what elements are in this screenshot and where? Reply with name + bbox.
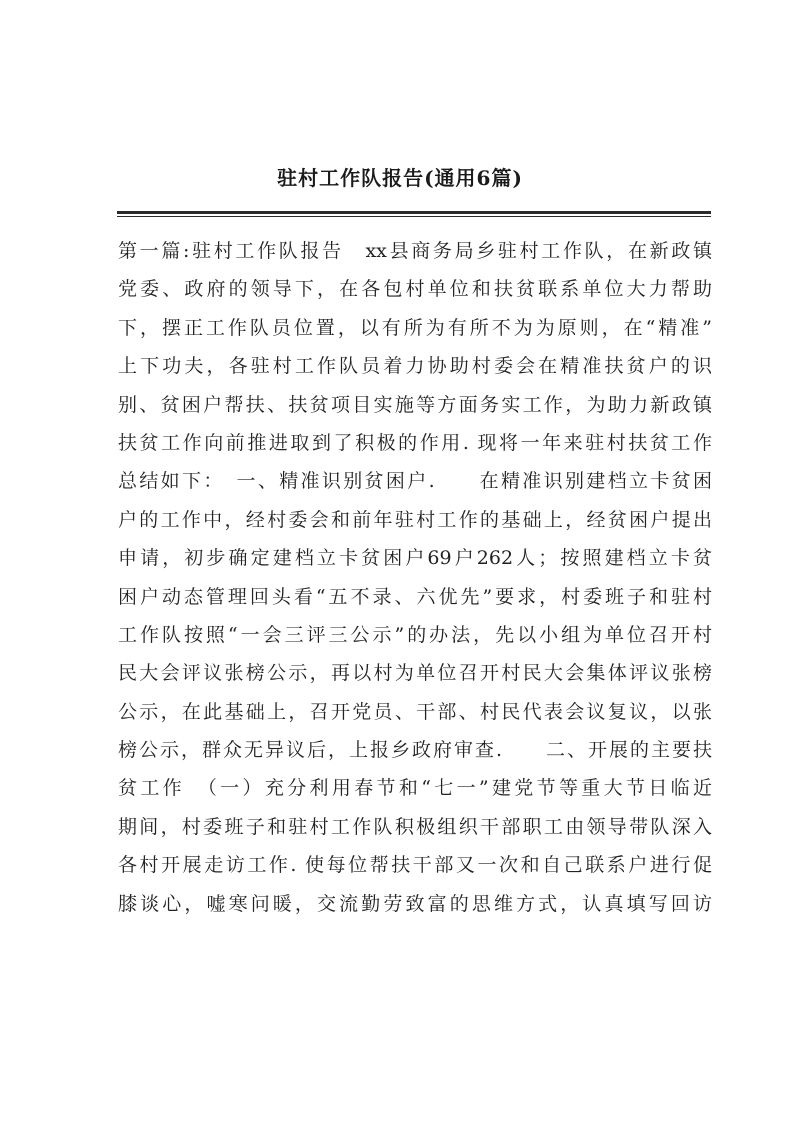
body-line: 膝谈心，嘘寒问暖，交流勤劳致富的思维方式，认真填写回访 [118, 892, 712, 915]
body-line: 各村开展走访工作. 使每位帮扶干部又一次和自己联系户进行促 [118, 854, 712, 877]
body-line: 扶贫工作向前推进取到了积极的作用. 现将一年来驻村扶贫工作 [118, 431, 712, 454]
title-divider-thick [117, 211, 711, 214]
body-line: 别、贫困户帮扶、扶贫项目实施等方面务实工作，为助力新政镇 [118, 393, 712, 416]
body-line: 党委、政府的领导下，在各包村单位和扶贫联系单位大力帮助 [118, 278, 712, 301]
body-line: 工作队按照“一会三评三公示”的办法，先以小组为单位召开村 [118, 623, 712, 646]
body-line: 户的工作中，经村委会和前年驻村工作的基础上，经贫困户提出 [118, 508, 712, 531]
document-title: 驻村工作队报告(通用6篇) [277, 166, 523, 190]
body-line: 民大会评议张榜公示，再以村为单位召开村民大会集体评议张榜 [118, 662, 712, 685]
body-line: 上下功夫，各驻村工作队员着力协助村委会在精准扶贫户的识 [118, 355, 712, 378]
body-line: 第一篇:驻村工作队报告 xx县商务局乡驻村工作队，在新政镇 [118, 240, 712, 262]
document-body [118, 232, 712, 923]
body-line: 下，摆正工作队员位置，以有所为有所不为为原则，在“精准” [118, 316, 712, 339]
title-divider-thin [117, 216, 711, 217]
body-line: 榜公示，群众无异议后，上报乡政府审查. 二、开展的主要扶 [118, 739, 712, 762]
body-line: 申请，初步确定建档立卡贫困户69户262人；按照建档立卡贫 [118, 547, 712, 570]
body-line: 困户动态管理回头看“五不录、六优先”要求，村委班子和驻村 [118, 585, 712, 608]
body-line: 期间，村委班子和驻村工作队积极组织干部职工由领导带队深入 [118, 815, 712, 838]
body-line: 贫工作 （一）充分利用春节和“七一”建党节等重大节日临近 [118, 777, 712, 800]
body-line: 公示，在此基础上，召开党员、干部、村民代表会议复议，以张 [118, 700, 712, 723]
body-line: 总结如下： 一、精准识别贫困户. 在精准识别建档立卡贫困 [118, 470, 712, 493]
